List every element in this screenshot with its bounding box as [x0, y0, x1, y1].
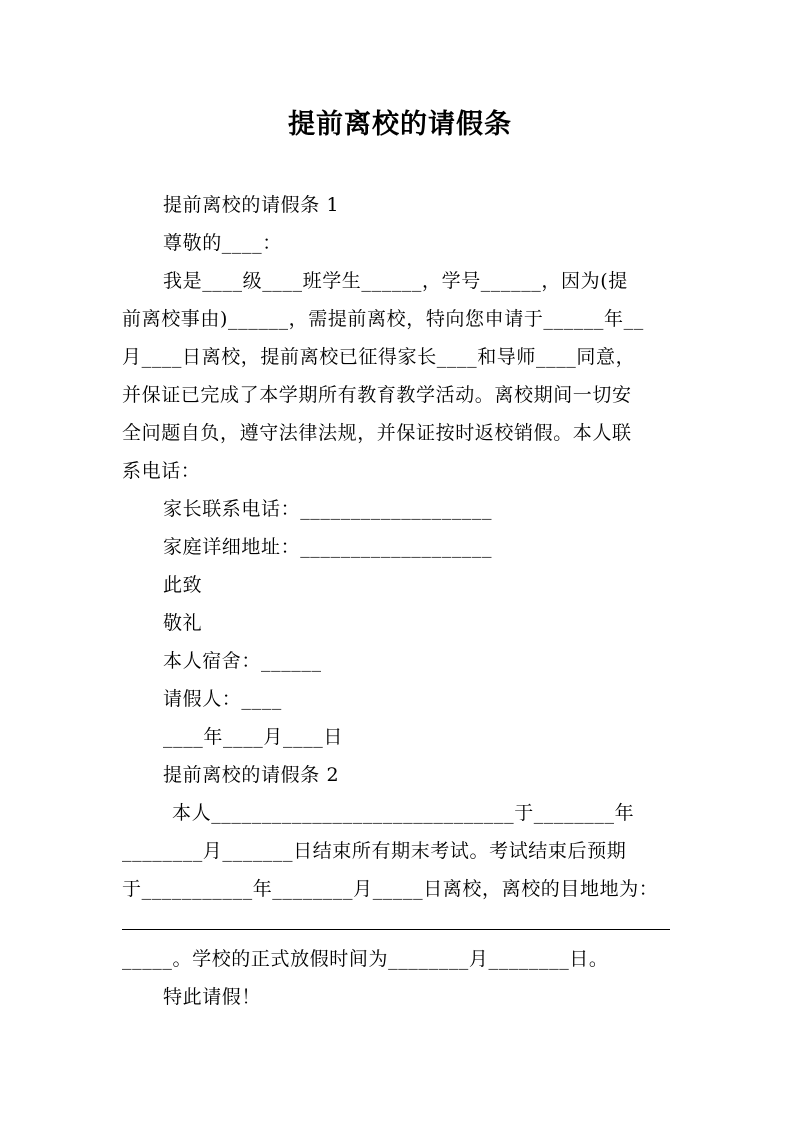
parent-phone-line: 家长联系电话：___________________	[163, 498, 493, 520]
applicant-line: 请假人：____	[163, 688, 282, 710]
section1-heading: 提前离校的请假条 1	[163, 194, 340, 216]
section2-line-3: 于___________年________月_____日离校，离校的目地地为：	[122, 878, 659, 900]
section2-closing: 特此请假！	[163, 986, 262, 1008]
closing-ci-zhi: 此致	[163, 574, 203, 596]
destination-blank-rule	[122, 929, 670, 930]
section2-line-1: 本人______________________________于________年	[172, 802, 635, 824]
dorm-line: 本人宿舍：______	[163, 650, 322, 672]
body-line-5: 全问题自负，遵守法律法规，并保证按时返校销假。本人联	[122, 422, 632, 444]
body-line-6: 系电话：	[122, 460, 201, 482]
body-line-2: 前离校事由)______，需提前离校，特向您申请于______年__	[122, 308, 644, 330]
section2-line-5: _____。学校的正式放假时间为________月________日。	[122, 948, 609, 970]
section2-heading: 提前离校的请假条 2	[163, 764, 340, 786]
salutation: 尊敬的____：	[163, 232, 282, 254]
body-line-4: 并保证已完成了本学期所有教育教学活动。离校期间一切安	[122, 384, 632, 406]
body-line-3: 月____日离校，提前离校已征得家长____和导师____同意，	[122, 346, 636, 368]
closing-jing-li: 敬礼	[163, 612, 203, 634]
date-line: ____年____月____日	[163, 726, 344, 748]
document-title: 提前离校的请假条	[288, 109, 512, 140]
section2-line-2: ________月_______日结束所有期末考试。考试结束后预期	[122, 840, 627, 862]
home-address-line: 家庭详细地址：___________________	[163, 536, 493, 558]
body-line-1: 我是____级____班学生______，学号______，因为(提	[163, 270, 628, 292]
